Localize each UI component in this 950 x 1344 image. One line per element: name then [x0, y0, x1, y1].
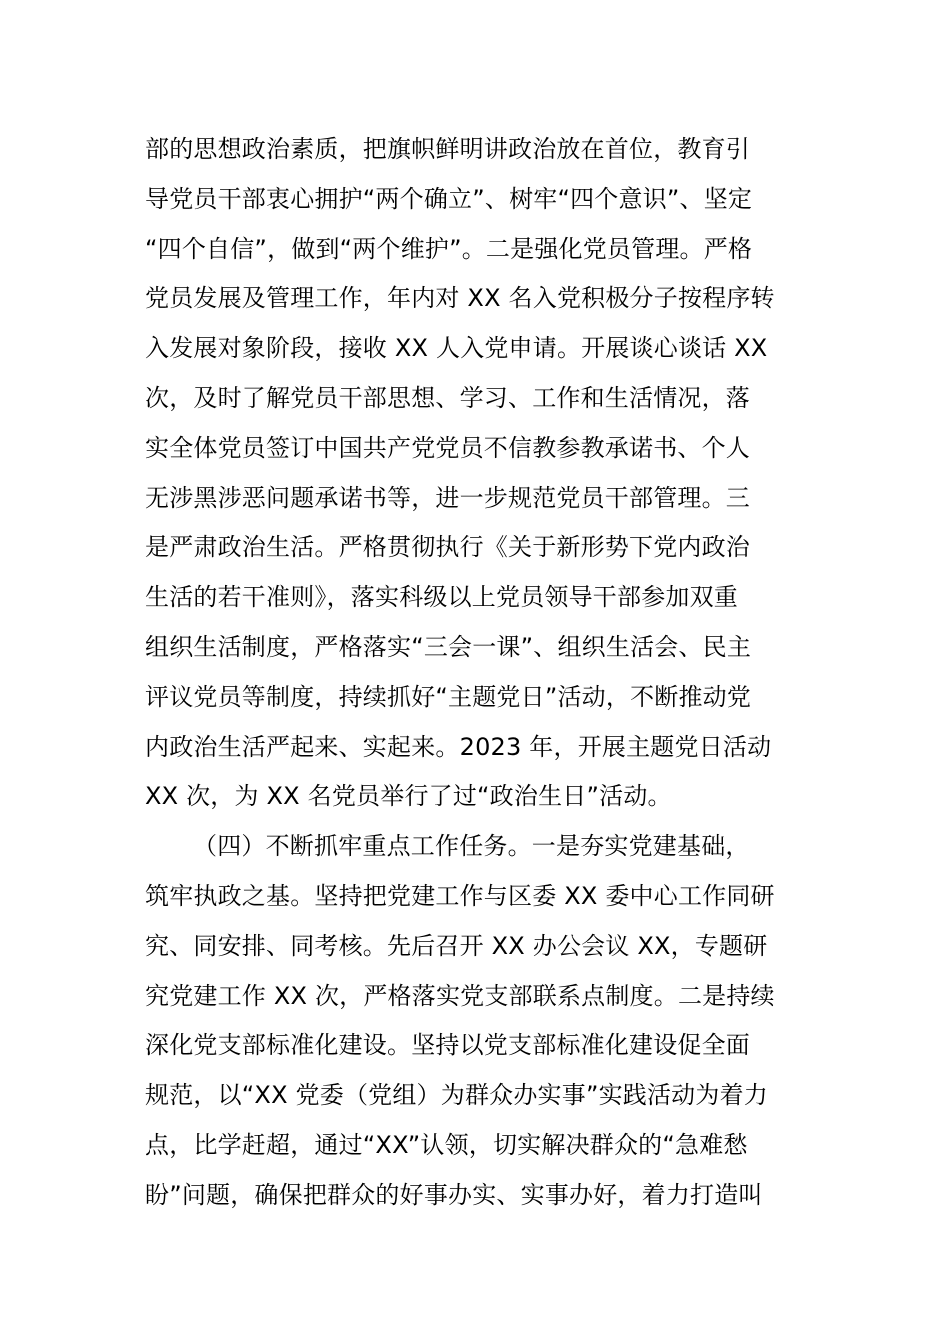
text-line: 生活的若干准则》，落实科级以上党员领导干部参加双重: [145, 583, 738, 612]
text-line: 评议党员等制度，持续抓好“主题党日”活动，不断推动党: [145, 682, 752, 711]
text-line: 入发展对象阶段，接收 XX 人入党申请。开展谈心谈话 XX: [145, 334, 768, 363]
text-line: 导党员干部衷心拥护“两个确立”、树牢“四个意识”、坚定: [145, 184, 753, 213]
body-text: [145, 125, 815, 1221]
text-line: 次，及时了解党员干部思想、学习、工作和生活情况，落: [145, 383, 750, 412]
text-line: 筑牢执政之基。坚持把党建工作与区委 XX 委中心工作同研: [145, 881, 775, 910]
text-line: 点，比学赶超，通过“XX”认领，切实解决群众的“急难愁: [145, 1130, 748, 1159]
text-line: 究、同安排、同考核。先后召开 XX 办公会议 XX，专题研: [145, 931, 768, 960]
text-line: 无涉黑涉恶问题承诺书等，进一步规范党员干部管理。三: [145, 483, 750, 512]
text-line: 究党建工作 XX 次，严格落实党支部联系点制度。二是持续: [145, 981, 775, 1010]
text-line: 实全体党员签订中国共产党党员不信教参教承诺书、个人: [145, 433, 750, 462]
text-line: 盼”问题，确保把群众的好事办实、实事办好，着力打造叫: [145, 1180, 763, 1209]
text-line: “四个自信”，做到“两个维护”。二是强化党员管理。严格: [145, 234, 753, 263]
text-line: XX 次，为 XX 名党员举行了过“政治生日”活动。: [145, 782, 672, 811]
text-line: 部的思想政治素质，把旗帜鲜明讲政治放在首位，教育引: [145, 135, 750, 163]
text-line: 组织生活制度，严格落实“三会一课”、组织生活会、民主: [145, 632, 752, 661]
text-line: 深化党支部标准化建设。坚持以党支部标准化建设促全面: [145, 1031, 750, 1060]
text-line: 内政治生活严起来、实起来。2023 年，开展主题党日活动: [145, 732, 772, 761]
text-line: 规范，以“XX 党委（党组）为群众办实事”实践活动为着力: [145, 1081, 768, 1110]
section-heading-line: （四）不断抓牢重点工作任务。一是夯实党建基础，: [193, 832, 750, 861]
text-line: 是严肃政治生活。严格贯彻执行《关于新形势下党内政治: [145, 533, 750, 562]
text-line: 党员发展及管理工作，年内对 XX 名入党积极分子按程序转: [145, 284, 775, 313]
